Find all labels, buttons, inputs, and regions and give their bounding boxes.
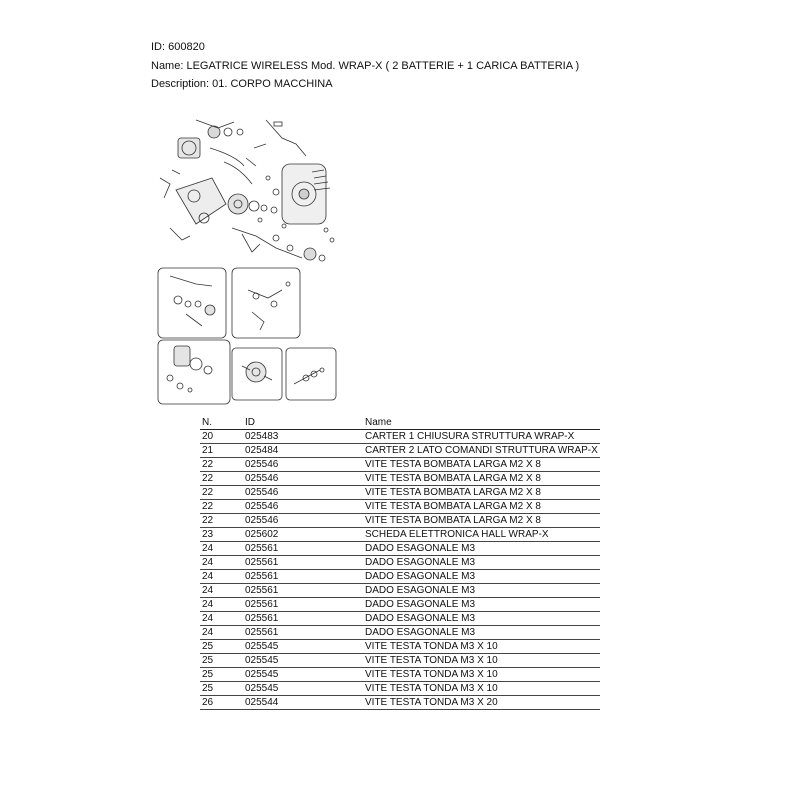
- part-id-cell: 025602: [245, 528, 365, 542]
- table-row: [200, 514, 600, 528]
- part-name-cell: DADO ESAGONALE M3: [365, 598, 600, 612]
- part-name-cell: VITE TESTA TONDA M3 X 10: [365, 668, 600, 682]
- part-name-cell: VITE TESTA BOMBATA LARGA M2 X 8: [365, 486, 600, 500]
- table-row: [200, 542, 600, 556]
- part-id-cell: 025561: [245, 598, 365, 612]
- part-name-cell: VITE TESTA BOMBATA LARGA M2 X 8: [365, 472, 600, 486]
- part-id-cell: 025545: [245, 654, 365, 668]
- part-number-cell: 22: [200, 458, 245, 472]
- column-header-number: N.: [200, 416, 245, 430]
- part-id-cell: 025545: [245, 668, 365, 682]
- part-number-cell: 25: [200, 668, 245, 682]
- column-header-id: ID: [245, 416, 365, 430]
- table-row: [200, 472, 600, 486]
- part-number-cell: 25: [200, 640, 245, 654]
- part-name-cell: DADO ESAGONALE M3: [365, 626, 600, 640]
- part-number-cell: 24: [200, 598, 245, 612]
- column-header-name: Name: [365, 416, 600, 430]
- part-number-cell: 22: [200, 472, 245, 486]
- part-name-cell: DADO ESAGONALE M3: [365, 556, 600, 570]
- part-number-cell: 24: [200, 556, 245, 570]
- part-id-cell: 025561: [245, 584, 365, 598]
- part-id-cell: 025545: [245, 682, 365, 696]
- part-name-cell: VITE TESTA TONDA M3 X 10: [365, 640, 600, 654]
- table-row: [200, 486, 600, 500]
- part-name-line: Name: LEGATRICE WIRELESS Mod. WRAP-X ( 2 BATTERIE + 1 CARICA BATTERIA ): [151, 60, 580, 72]
- table-row: [200, 682, 600, 696]
- part-name-cell: DADO ESAGONALE M3: [365, 584, 600, 598]
- part-name-cell: CARTER 2 LATO COMANDI STRUTTURA WRAP-X: [365, 444, 600, 458]
- part-number-cell: 22: [200, 514, 245, 528]
- part-number-cell: 25: [200, 682, 245, 696]
- table-row: [200, 570, 600, 584]
- parts-table: [200, 416, 600, 710]
- part-number-cell: 24: [200, 542, 245, 556]
- part-id-cell: 025546: [245, 514, 365, 528]
- table-row: [200, 696, 600, 710]
- table-row: [200, 584, 600, 598]
- part-number-cell: 20: [200, 430, 245, 444]
- table-row: [200, 430, 600, 444]
- table-row: [200, 626, 600, 640]
- part-description-line: Description: 01. CORPO MACCHINA: [151, 78, 333, 90]
- part-number-cell: 21: [200, 444, 245, 458]
- part-name-cell: VITE TESTA BOMBATA LARGA M2 X 8: [365, 514, 600, 528]
- part-number-cell: 24: [200, 570, 245, 584]
- part-name-cell: CARTER 1 CHIUSURA STRUTTURA WRAP-X: [365, 430, 600, 444]
- table-row: [200, 668, 600, 682]
- part-id-cell: 025561: [245, 556, 365, 570]
- part-id-cell: 025545: [245, 640, 365, 654]
- part-name-cell: SCHEDA ELETTRONICA HALL WRAP-X: [365, 528, 600, 542]
- part-id-cell: 025561: [245, 612, 365, 626]
- part-number-cell: 25: [200, 654, 245, 668]
- part-number-cell: 26: [200, 696, 245, 710]
- part-id-cell: 025544: [245, 696, 365, 710]
- part-id-cell: 025484: [245, 444, 365, 458]
- part-name-cell: VITE TESTA TONDA M3 X 10: [365, 654, 600, 668]
- part-name-cell: DADO ESAGONALE M3: [365, 542, 600, 556]
- part-id-cell: 025546: [245, 458, 365, 472]
- table-row: [200, 598, 600, 612]
- table-row: [200, 500, 600, 514]
- part-number-cell: 24: [200, 584, 245, 598]
- parts-table-header-row: [200, 416, 600, 430]
- table-row: [200, 528, 600, 542]
- table-row: [200, 444, 600, 458]
- part-id-cell: 025546: [245, 500, 365, 514]
- exploded-view-drawing: [156, 108, 356, 408]
- part-name-cell: DADO ESAGONALE M3: [365, 612, 600, 626]
- part-number-cell: 24: [200, 626, 245, 640]
- part-name-cell: DADO ESAGONALE M3: [365, 570, 600, 584]
- parts-table-body: [200, 430, 600, 710]
- part-id-cell: 025546: [245, 486, 365, 500]
- part-id-cell: 025561: [245, 542, 365, 556]
- table-row: [200, 556, 600, 570]
- part-id-cell: 025483: [245, 430, 365, 444]
- part-number-cell: 22: [200, 500, 245, 514]
- table-row: [200, 654, 600, 668]
- part-number-cell: 23: [200, 528, 245, 542]
- part-id-cell: 025546: [245, 472, 365, 486]
- part-number-cell: 24: [200, 612, 245, 626]
- table-row: [200, 612, 600, 626]
- part-name-cell: VITE TESTA BOMBATA LARGA M2 X 8: [365, 458, 600, 472]
- table-row: [200, 458, 600, 472]
- part-number-cell: 22: [200, 486, 245, 500]
- table-row: [200, 640, 600, 654]
- part-name-cell: VITE TESTA TONDA M3 X 10: [365, 682, 600, 696]
- part-name-cell: VITE TESTA BOMBATA LARGA M2 X 8: [365, 500, 600, 514]
- part-id-line: ID: 600820: [151, 41, 205, 53]
- part-name-cell: VITE TESTA TONDA M3 X 20: [365, 696, 600, 710]
- part-id-cell: 025561: [245, 570, 365, 584]
- part-id-cell: 025561: [245, 626, 365, 640]
- exploded-view-diagram: [156, 108, 356, 408]
